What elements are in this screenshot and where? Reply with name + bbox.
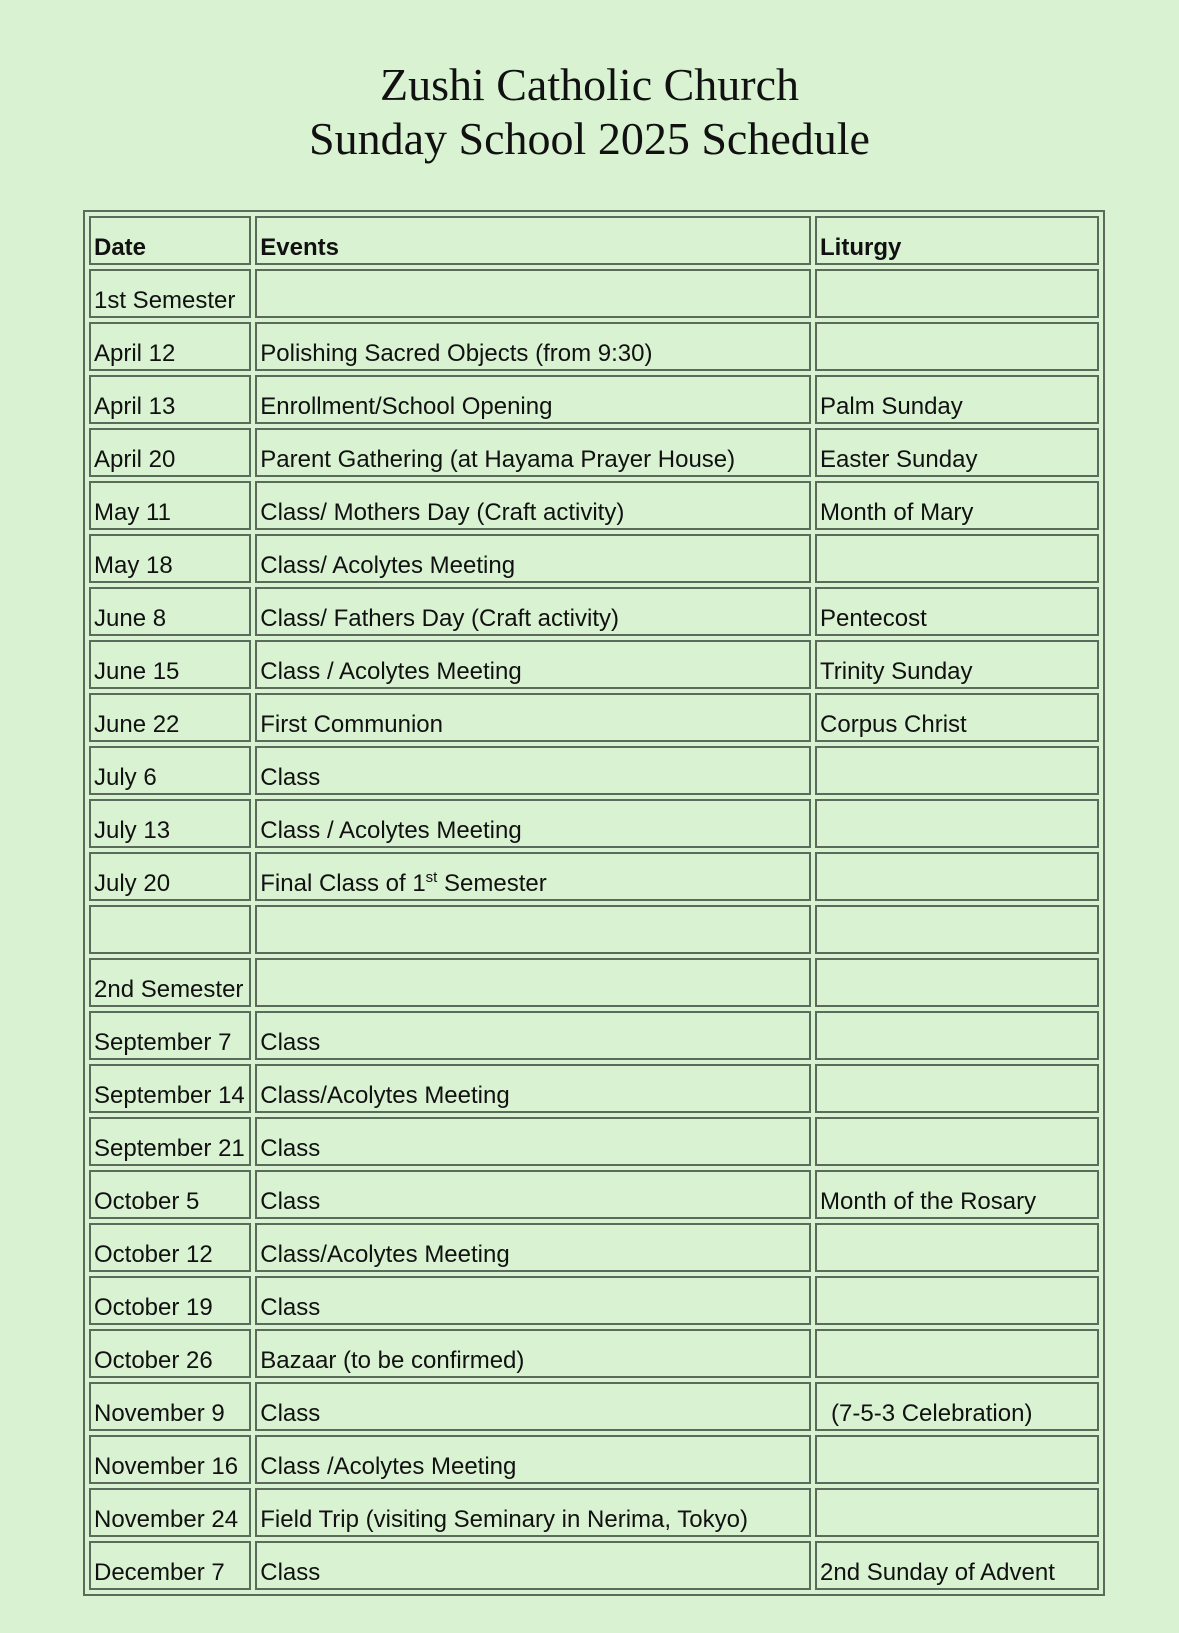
liturgy-cell: [815, 1276, 1099, 1325]
event-cell: Class: [255, 1541, 811, 1590]
event-cell: Bazaar (to be confirmed): [255, 1329, 811, 1378]
liturgy-cell: Pentecost: [815, 587, 1099, 636]
table-body: [89, 269, 1099, 1590]
date-cell: September 14: [89, 1064, 251, 1113]
liturgy-cell: [815, 1011, 1099, 1060]
liturgy-cell: 2nd Sunday of Advent: [815, 1541, 1099, 1590]
event-cell: Class: [255, 1276, 811, 1325]
header-events: Events: [255, 216, 811, 265]
date-cell: [89, 905, 251, 954]
table-row: [89, 852, 1099, 901]
schedule-table: [83, 210, 1105, 1596]
liturgy-cell: [815, 1488, 1099, 1537]
event-cell: [255, 958, 811, 1007]
table-row: [89, 587, 1099, 636]
header-liturgy: Liturgy: [815, 216, 1099, 265]
date-cell: October 26: [89, 1329, 251, 1378]
liturgy-cell: (7-5-3 Celebration): [815, 1382, 1099, 1431]
table-row: [89, 640, 1099, 689]
church-name: Zushi Catholic Church: [379, 59, 800, 110]
event-text-after: Semester: [437, 870, 547, 897]
event-cell: First Communion: [255, 693, 811, 742]
date-cell: May 11: [89, 481, 251, 530]
liturgy-cell: Month of Mary: [815, 481, 1099, 530]
liturgy-cell: [815, 1329, 1099, 1378]
table-row: [89, 1382, 1099, 1431]
table-row: [89, 1541, 1099, 1590]
event-cell: Class/ Acolytes Meeting: [255, 534, 811, 583]
table-row: [89, 269, 1099, 318]
table-row: [89, 746, 1099, 795]
event-cell: Class /Acolytes Meeting: [255, 1435, 811, 1484]
page-title: [0, 58, 1179, 166]
event-cell: Class/Acolytes Meeting: [255, 1223, 811, 1272]
date-cell: September 21: [89, 1117, 251, 1166]
liturgy-cell: [815, 322, 1099, 371]
liturgy-cell: Palm Sunday: [815, 375, 1099, 424]
event-cell: Class / Acolytes Meeting: [255, 640, 811, 689]
date-cell: June 15: [89, 640, 251, 689]
date-cell: September 7: [89, 1011, 251, 1060]
table-row: [89, 428, 1099, 477]
table-row: [89, 1488, 1099, 1537]
liturgy-cell: [815, 1223, 1099, 1272]
liturgy-cell: [815, 905, 1099, 954]
event-cell: [255, 905, 811, 954]
date-cell: April 20: [89, 428, 251, 477]
date-cell: June 8: [89, 587, 251, 636]
date-cell: 2nd Semester: [89, 958, 251, 1007]
event-cell: Class: [255, 1117, 811, 1166]
event-cell: Class / Acolytes Meeting: [255, 799, 811, 848]
ordinal-suffix: st: [425, 869, 438, 886]
event-cell: Class: [255, 1382, 811, 1431]
date-cell: November 9: [89, 1382, 251, 1431]
liturgy-cell: [815, 1064, 1099, 1113]
event-cell: Enrollment/School Opening: [255, 375, 811, 424]
table-row: [89, 1011, 1099, 1060]
liturgy-cell: [815, 269, 1099, 318]
event-cell: Class: [255, 1011, 811, 1060]
date-cell: November 16: [89, 1435, 251, 1484]
date-cell: November 24: [89, 1488, 251, 1537]
table-row: [89, 693, 1099, 742]
liturgy-cell: Month of the Rosary: [815, 1170, 1099, 1219]
event-cell: Class/ Fathers Day (Craft activity): [255, 587, 811, 636]
liturgy-cell: [815, 1117, 1099, 1166]
table-row: [89, 1329, 1099, 1378]
date-cell: October 5: [89, 1170, 251, 1219]
event-cell: [255, 269, 811, 318]
schedule-title: Sunday School 2025 Schedule: [309, 113, 870, 164]
date-cell: April 13: [89, 375, 251, 424]
date-cell: October 12: [89, 1223, 251, 1272]
event-text: Final Class of 1: [260, 870, 426, 897]
liturgy-cell: [815, 1435, 1099, 1484]
liturgy-cell: [815, 746, 1099, 795]
table-row: [89, 799, 1099, 848]
table-row: [89, 958, 1099, 1007]
liturgy-cell: Trinity Sunday: [815, 640, 1099, 689]
date-cell: July 20: [89, 852, 251, 901]
date-cell: April 12: [89, 322, 251, 371]
table-row: [89, 1435, 1099, 1484]
event-cell: Field Trip (visiting Seminary in Nerima, Tokyo): [255, 1488, 811, 1537]
liturgy-cell: Corpus Christ: [815, 693, 1099, 742]
table-row: [89, 1064, 1099, 1113]
table-row: [89, 1223, 1099, 1272]
liturgy-cell: [815, 958, 1099, 1007]
event-cell: [255, 852, 811, 901]
table-row: [89, 1170, 1099, 1219]
liturgy-cell: Easter Sunday: [815, 428, 1099, 477]
date-cell: May 18: [89, 534, 251, 583]
event-cell: Class/ Mothers Day (Craft activity): [255, 481, 811, 530]
table-header-row: [89, 216, 1099, 265]
table-row: [89, 534, 1099, 583]
event-cell: Class: [255, 746, 811, 795]
date-cell: June 22: [89, 693, 251, 742]
date-cell: 1st Semester: [89, 269, 251, 318]
date-cell: July 6: [89, 746, 251, 795]
event-cell: Parent Gathering (at Hayama Prayer House): [255, 428, 811, 477]
table-row: [89, 1117, 1099, 1166]
liturgy-cell: [815, 799, 1099, 848]
table-row: [89, 322, 1099, 371]
event-cell: Class: [255, 1170, 811, 1219]
event-cell: Class/Acolytes Meeting: [255, 1064, 811, 1113]
date-cell: December 7: [89, 1541, 251, 1590]
table-row: [89, 375, 1099, 424]
liturgy-cell: [815, 534, 1099, 583]
table-row: [89, 905, 1099, 954]
table-row: [89, 1276, 1099, 1325]
event-cell: Polishing Sacred Objects (from 9:30): [255, 322, 811, 371]
liturgy-cell: [815, 852, 1099, 901]
table-row: [89, 481, 1099, 530]
date-cell: July 13: [89, 799, 251, 848]
date-cell: October 19: [89, 1276, 251, 1325]
header-date: Date: [89, 216, 251, 265]
